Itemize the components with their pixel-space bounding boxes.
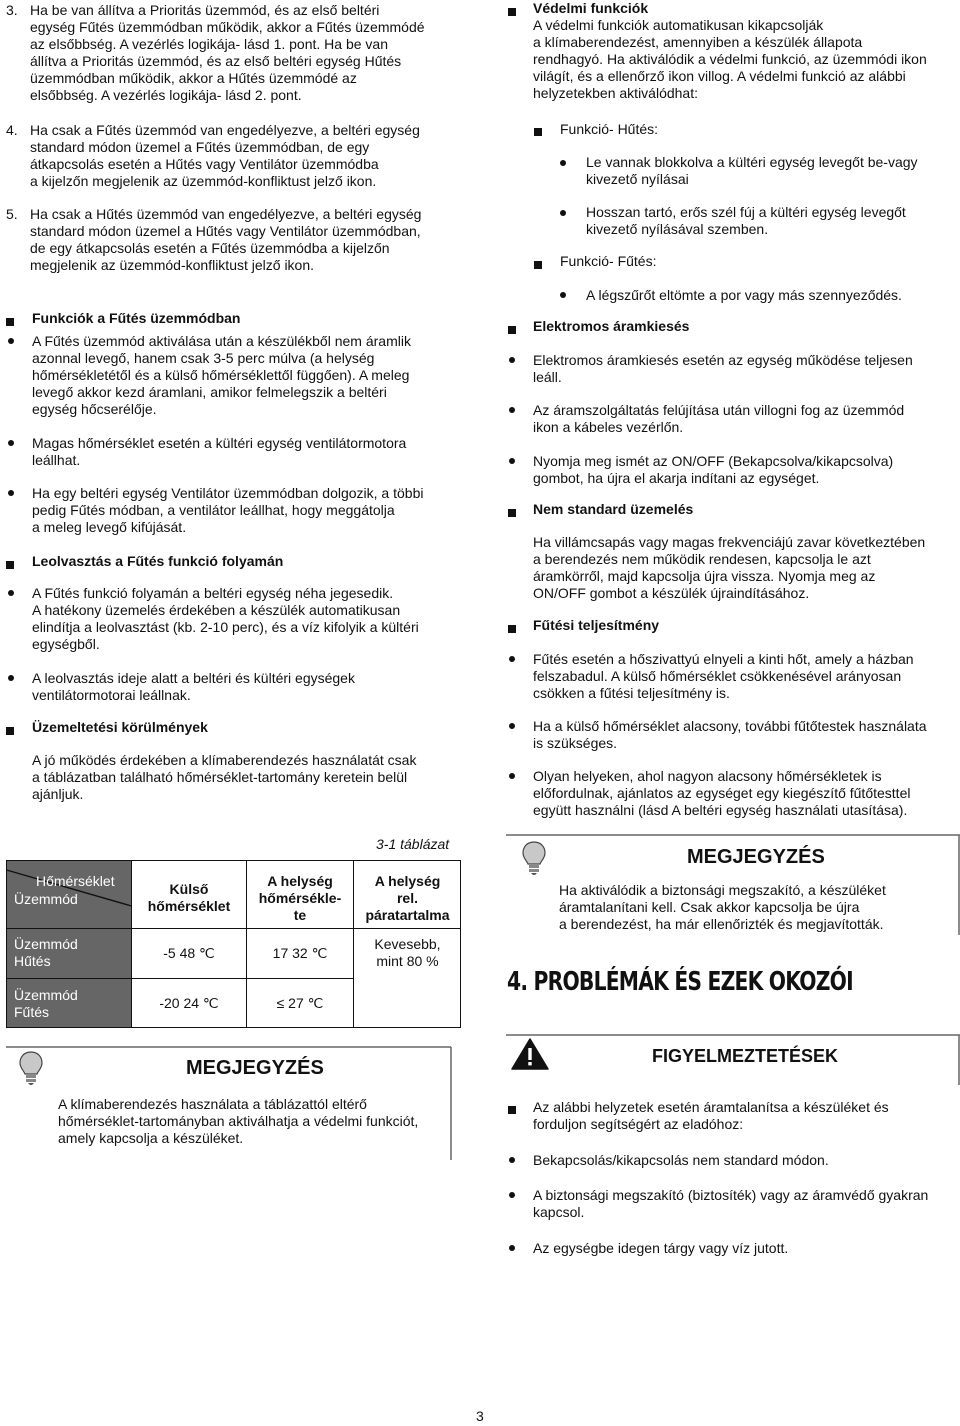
- text-line: leáll.: [533, 369, 562, 385]
- section-heading-conditions: Üzemeltetési körülmények: [32, 719, 208, 735]
- text-line: ON/OFF gombot a készülék újraindításához.: [533, 585, 810, 601]
- text-line: a berendezést, ha már ellenőrizték és megjavították.: [559, 916, 884, 932]
- section-heading-power-failure: Elektromos áramkiesés: [533, 318, 690, 334]
- text-line: Ha csak a Fűtés üzemmód van engedélyezve, a beltéri egység: [30, 122, 420, 138]
- text-line: Fűtés: [14, 1004, 50, 1020]
- warning-title: FIGYELMEZTETÉSEK: [652, 1046, 839, 1066]
- text-line: Ha egy beltéri egység Ventilátor üzemmódban dolgozik, a többi: [32, 485, 424, 501]
- text-line: Külső: [169, 881, 209, 897]
- text-line: hőmérsékletétől és a külső hőmérséklettől függően). A meleg: [32, 367, 410, 383]
- section-heading-defrost: Leolvasztás a Fűtés funkció folyamán: [32, 553, 284, 569]
- paragraph: [533, 1240, 960, 1257]
- text-line: Le vannak blokkolva a kültéri egység levegőt be-vagy: [586, 154, 918, 170]
- text-line: pedig Fűtés módban, a ventilátor leállhat, hogy meggátolja: [32, 502, 395, 518]
- text-line: standard módon üzemel a Hűtés vagy Ventilátor üzemmódban,: [30, 223, 421, 239]
- text-line: hőmérséklet-tartományban aktiválhatja a védelmi funkciót,: [58, 1113, 419, 1129]
- text-line: páratartalma: [365, 907, 450, 923]
- text-line: rendhagyó. Ha aktiválódik a védelmi funkció, az üzemmódi ikon: [533, 51, 927, 67]
- note-title: MEGJEGYZÉS: [186, 1057, 324, 1079]
- text-line: A védelmi funkciók automatikusan kikapcsolják: [533, 17, 824, 33]
- text-line: megjelenik az üzemmód-konfliktust jelző ikon.: [30, 257, 315, 273]
- note-box-frame: [0, 0, 462, 1170]
- text-line: állítva a Prioritás üzemmód, és az első beltéri egység Hűtés: [30, 53, 402, 69]
- text-line: A leolvasztás ideje alatt a beltéri és kültéri egységek: [32, 670, 355, 686]
- text-line: A Fűtés üzemmód aktiválása után a készülékből nem áramlik: [32, 333, 411, 349]
- subheading-heating: Funkció- Fűtés:: [560, 253, 657, 269]
- text-line: A biztonsági megszakító (biztosíték) vagy az áramvédő gyakran: [533, 1187, 929, 1203]
- text-line: egységből.: [32, 636, 100, 652]
- note-title: MEGJEGYZÉS: [687, 846, 825, 868]
- paragraph: [533, 1099, 960, 1133]
- text-line: Ha be van állítva a Prioritás üzemmód, és az első beltéri: [30, 2, 380, 18]
- text-line: felszabadul. A külső hőmérséklet csökkenésével arányosan: [533, 668, 902, 684]
- lightbulb-icon: [18, 1050, 44, 1086]
- text-line: leállhat.: [32, 452, 81, 468]
- text-line: az elsőbbség. A vezérlés logikája- lásd 1. pont. Ha be van: [30, 36, 388, 52]
- text-line: kivezető nyílásával szemben.: [586, 221, 769, 237]
- text-line: a kijelzőn megjelenik az üzemmód-konfliktust jelző ikon.: [30, 173, 377, 189]
- text-line: ikon a kábeles vezérlőn.: [533, 419, 684, 435]
- section-heading-performance: Fűtési teljesítmény: [533, 617, 660, 633]
- text-line: Hűtés: [14, 953, 51, 969]
- text-line: együtt használni (lásd A beltéri egység használati utasítása).: [533, 802, 908, 818]
- text-line: a táblázatban található hőmérséklet-tartomány keretein belül: [32, 769, 408, 785]
- text-line: a berendezés nem működik rendesen, kapcsolja le azt: [533, 551, 871, 567]
- table-cell-cooling-room: 17 32 ℃: [272, 945, 328, 961]
- text-line: kapcsol.: [533, 1204, 585, 1220]
- text-line: helyzetekben aktiválódhat:: [533, 85, 698, 101]
- text-line: Ha villámcsapás vagy magas frekvenciájú zavar következtében: [533, 534, 926, 550]
- text-line: gombot, ha újra el akarja indítani az egységet.: [533, 470, 820, 486]
- text-line: Nyomja meg ismét az ON/OFF (Bekapcsolva/kikapcsolva): [533, 453, 894, 469]
- table-corner-top: Hőmérséklet: [36, 873, 115, 889]
- paragraph: [533, 1152, 960, 1169]
- text-line: átkapcsolás esetén a Hűtés vagy Ventilátor üzemmódba: [30, 156, 379, 172]
- table-cell-heating-room: ≤ 27 ℃: [276, 995, 324, 1011]
- text-line: de egy átkapcsolás esetén a Fűtés üzemmódba a kijelzőn: [30, 240, 390, 256]
- text-line: kivezető nyílásai: [586, 171, 689, 187]
- text-line: A helység: [267, 873, 333, 889]
- table-cell-cooling-outdoor: -5 48 ℃: [163, 945, 215, 961]
- warning-triangle-icon: [510, 1037, 550, 1071]
- text-line: rel.: [396, 890, 418, 906]
- text-line: amely kapcsolja a készüléket.: [58, 1130, 244, 1146]
- section-heading-protection: Védelmi funkciók: [533, 0, 649, 16]
- table-caption: 3-1 táblázat: [376, 836, 450, 852]
- text-line: elindítja a leolvasztást (kb. 2-10 perc), és a víz kifolyik a kültéri: [32, 619, 419, 635]
- text-line: A Fűtés funkció folyamán a beltéri egység néha jegesedik.: [32, 585, 394, 601]
- bullet-dot-icon: [509, 1192, 515, 1198]
- table-cell-heating-outdoor: -20 24 ℃: [159, 995, 219, 1011]
- chapter-title: 4. PROBLÉMÁK ÉS EZEK OKOZÓI: [507, 967, 853, 997]
- text-line: hőmérsékle-: [258, 890, 342, 906]
- text-line: Hosszan tartó, erős szél fúj a kültéri egység levegőt: [586, 204, 906, 220]
- item-number: 5.: [6, 206, 18, 222]
- text-line: Bekapcsolás/kikapcsolás nem standard módon.: [533, 1152, 829, 1168]
- text-line: forduljon segítségért az eladóhoz:: [533, 1116, 744, 1132]
- item-number: 4.: [6, 122, 18, 138]
- text-line: A klímaberendezés használata a táblázattól eltérő: [58, 1096, 367, 1112]
- section-heading-nonstandard: Nem standard üzemelés: [533, 501, 694, 517]
- bullet-dot-icon: [509, 1245, 515, 1251]
- text-line: te: [293, 907, 307, 923]
- text-line: Az alábbi helyzetek esetén áramtalanítsa a készüléket és: [533, 1099, 889, 1115]
- text-line: Olyan helyeken, ahol nagyon alacsony hőmérsékletek is: [533, 768, 882, 784]
- note-text: [58, 1096, 458, 1147]
- text-line: A helység: [374, 873, 441, 889]
- text-line: áramtalanítani kell. Csak akkor kapcsolja be újra: [559, 899, 860, 915]
- text-line: ventilátormotorai leállnak.: [32, 687, 191, 703]
- text-line: elsőbbség. A vezérlés logikája- lásd 2. pont.: [30, 87, 302, 103]
- text-line: Magas hőmérséklet esetén a kültéri egység ventilátormotora: [32, 435, 407, 451]
- text-line: üzemmódban működik, akkor a Hűtés üzemmódé az: [30, 70, 357, 86]
- text-line: áramkörről, majd kapcsolja újra vissza. Nyomja meg az: [533, 568, 876, 584]
- text-line: csökken a fűtési teljesítmény is.: [533, 685, 730, 701]
- text-line: A jó működés érdekében a klímaberendezés használatát csak: [32, 752, 417, 768]
- text-line: Ha a külső hőmérséklet alacsony, további fűtőtestek használata: [533, 718, 927, 734]
- text-line: is szükséges.: [533, 735, 618, 751]
- text-line: előfordulnak, ajánlatos az egységet egy kiegészítő fűtőtesttel: [533, 785, 911, 801]
- text-line: mint 80 %: [376, 953, 439, 969]
- text-line: Fűtés esetén a hőszivattyú elnyeli a kinti hőt, amely a házban: [533, 651, 914, 667]
- item-number: 3.: [6, 2, 18, 18]
- text-line: egység hőcserélője.: [32, 401, 157, 417]
- text-line: azonnal levegő, hanem csak 3-5 perc múlva (a helység: [32, 350, 375, 366]
- text-line: Az egységbe idegen tárgy vagy víz jutott.: [533, 1240, 789, 1256]
- warning-box-frame: [500, 0, 960, 1090]
- text-line: A hatékony üzemelés érdekében a készülék automatikusan: [32, 602, 401, 618]
- subheading-cooling: Funkció- Hűtés:: [560, 121, 659, 137]
- square-bullet-icon: [508, 1106, 516, 1114]
- page-number: 3: [476, 1408, 484, 1424]
- text-line: hőmérséklet: [147, 898, 231, 914]
- text-line: Kevesebb,: [374, 936, 441, 952]
- text-line: Üzemmód: [14, 987, 78, 1003]
- text-line: standard módon üzemel a Fűtés üzemmódban, de egy: [30, 139, 370, 155]
- text-line: Ha aktiválódik a biztonsági megszakító, a készüléket: [559, 882, 886, 898]
- text-line: levegő akkor kezd áramlani, amikor felmelegszik a beltéri: [32, 384, 387, 400]
- text-line: A légszűrőt eltömte a por vagy más szennyeződés.: [586, 287, 902, 303]
- text-line: Elektromos áramkiesés esetén az egység működése teljesen: [533, 352, 913, 368]
- text-line: egység Fűtés üzemmódban működik, akkor a Fűtés üzemmódé: [30, 19, 425, 35]
- bullet-dot-icon: [509, 1157, 515, 1163]
- text-line: Az áramszolgáltatás felújítása után villogni fog az üzemmód: [533, 402, 905, 418]
- section-heading-heating: Funkciók a Fűtés üzemmódban: [32, 310, 241, 326]
- text-line: Ha csak a Hűtés üzemmód van engedélyezve, a beltéri egység: [30, 206, 422, 222]
- paragraph: [533, 1187, 960, 1221]
- text-line: ajánljuk.: [32, 786, 84, 802]
- text-line: Üzemmód: [14, 936, 78, 952]
- table-corner-bottom: Üzemmód: [14, 891, 78, 907]
- text-line: a meleg levegő kifújását.: [32, 519, 187, 535]
- text-line: világít, és a ellenőrző ikon villog. A védelmi funkció az alábbi: [533, 68, 906, 84]
- text-line: a klímaberendezést, amennyiben a készülék állapota: [533, 34, 863, 50]
